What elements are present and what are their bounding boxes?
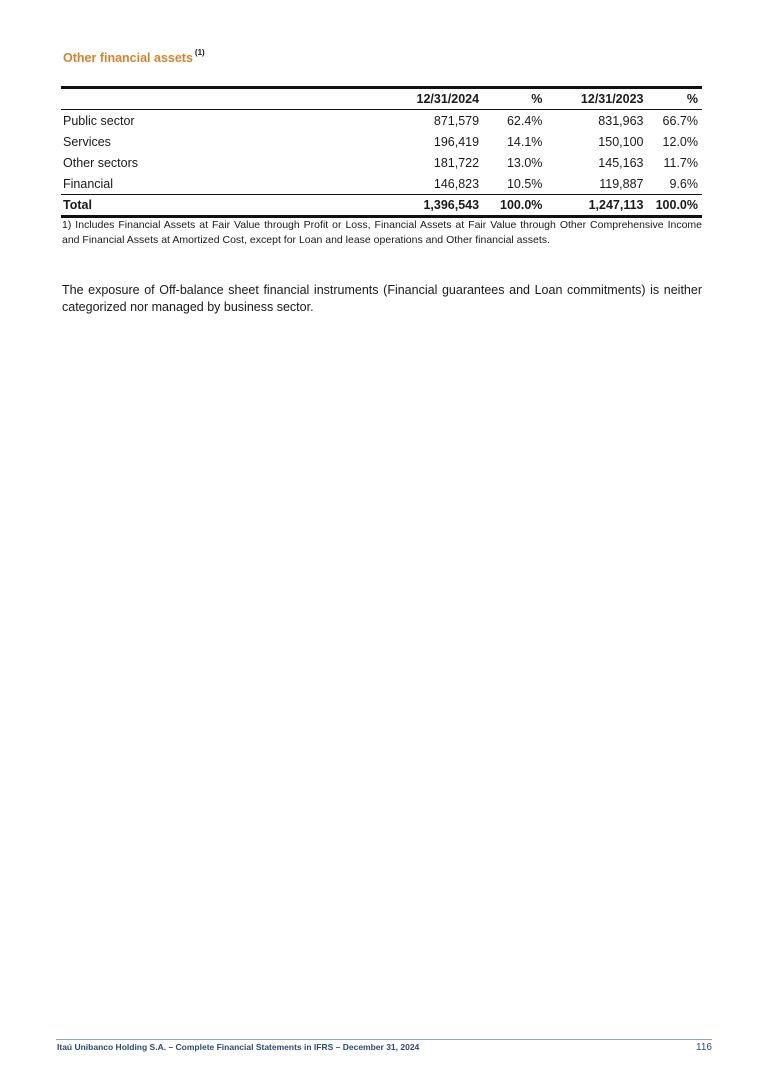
row-label: Financial: [63, 176, 114, 191]
value-2024: 146,823: [433, 176, 480, 191]
table-row: [61, 131, 702, 152]
pct-2023: 66.7%: [662, 113, 698, 128]
table-row: [61, 110, 702, 132]
total-2023: 1,247,113: [588, 198, 644, 212]
table-row: [61, 173, 702, 195]
table-row: [61, 152, 702, 173]
footer-divider: [56, 1039, 712, 1040]
header-label: [61, 88, 333, 110]
section-title: [63, 50, 205, 65]
footnote-marker: (1): [194, 48, 205, 57]
header-2024: 12/31/2024: [416, 92, 480, 106]
pct-2024: 14.1%: [506, 134, 543, 149]
value-2024: 871,579: [433, 113, 480, 128]
body-paragraph: The exposure of Off-balance sheet financial instruments (Financial guarantees and Loan commitments) is neither categorized nor managed by business sector.: [62, 283, 702, 314]
page-number: 116: [696, 1042, 712, 1053]
table-footnote: 1) Includes Financial Assets at Fair Value through Profit or Loss, Financial Assets at Fair Value through Other Comprehensive Income and Financial Assets at Amortized Cost, except for Loan and lease operations and Other financial assets.: [62, 219, 702, 246]
section-title-text: Other financial assets: [63, 51, 193, 66]
pct-2024: 62.4%: [506, 113, 543, 128]
row-label: Services: [63, 134, 111, 149]
table-header-row: [61, 88, 702, 110]
total-pct-2023: 100.0%: [655, 198, 698, 212]
pct-2023: 12.0%: [662, 134, 698, 149]
header-2023: 12/31/2023: [580, 92, 644, 106]
value-2023: 831,963: [598, 113, 644, 128]
pct-2024: 13.0%: [506, 155, 543, 170]
other-financial-assets-table: [61, 86, 702, 218]
row-label: Public sector: [63, 113, 135, 128]
header-pct-2023: %: [686, 92, 698, 106]
value-2024: 181,722: [433, 155, 480, 170]
value-2023: 119,887: [599, 176, 644, 191]
footer-document-title: Itaú Unibanco Holding S.A. – Complete Financial Statements in IFRS – December 31, 2024: [57, 1042, 420, 1052]
value-2024: 196,419: [433, 134, 480, 149]
value-2023: 150,100: [598, 134, 644, 149]
total-label: Total: [63, 198, 92, 212]
pct-2024: 10.5%: [506, 176, 543, 191]
total-row: [61, 195, 702, 217]
value-2023: 145,163: [598, 155, 644, 170]
total-pct-2024: 100.0%: [500, 198, 543, 212]
header-pct-2024: %: [531, 92, 543, 106]
pct-2023: 11.7%: [663, 155, 698, 170]
pct-2023: 9.6%: [669, 176, 698, 191]
row-label: Other sectors: [63, 155, 139, 170]
total-2024: 1,396,543: [423, 198, 480, 212]
